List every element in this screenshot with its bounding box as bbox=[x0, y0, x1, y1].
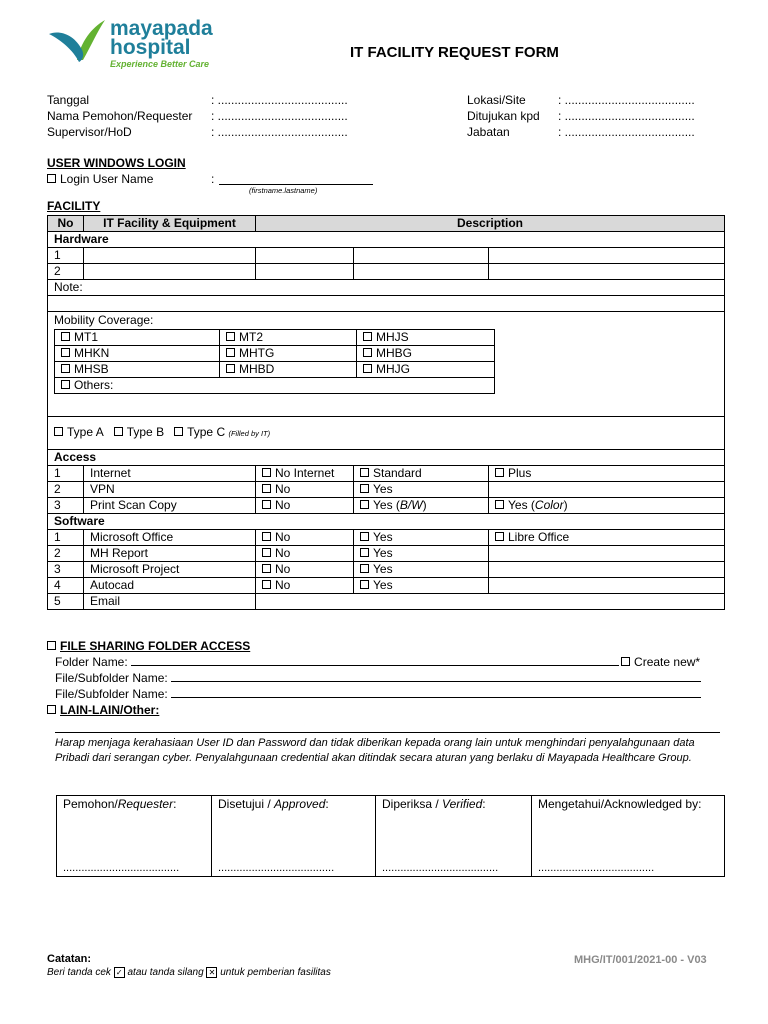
facility-table bbox=[47, 215, 725, 610]
table-row: 1 Microsoft Office No Yes Libre Office bbox=[48, 530, 725, 546]
create-new-checkbox[interactable] bbox=[621, 657, 630, 666]
ditujukan-value[interactable]: : ....................................... bbox=[558, 109, 695, 123]
supervisor-label: Supervisor/HoD bbox=[47, 125, 132, 139]
subfolder-label: File/Subfolder Name: bbox=[55, 671, 168, 685]
logo-tagline: Experience Better Care bbox=[110, 59, 210, 69]
subfolder-input-2[interactable] bbox=[171, 697, 701, 698]
mobility-section bbox=[48, 312, 725, 417]
sig-verified[interactable]: Diperiksa / Verified: ...................................... bbox=[376, 796, 532, 877]
col-no: No bbox=[48, 216, 84, 232]
mobility-label: Mobility Coverage: bbox=[54, 313, 154, 327]
site-mhbg[interactable]: MHBG bbox=[357, 346, 495, 362]
sig-acknowledged[interactable]: Mengetahui/Acknowledged by: ...................................... bbox=[532, 796, 725, 877]
signature-table bbox=[56, 795, 725, 877]
lokasi-value[interactable]: : ....................................... bbox=[558, 93, 695, 107]
catatan-label: Catatan: bbox=[47, 953, 92, 965]
check-box-icon: ✓ bbox=[114, 967, 125, 978]
facility-heading: FACILITY bbox=[47, 199, 101, 213]
supervisor-value[interactable]: : ....................................... bbox=[211, 125, 348, 139]
disclaimer-text: Harap menjaga kerahasiaan User ID dan Password dan tidak diberikan kepada orang lain untuk menghindari penyalahgunaan data Pribadi dari serangan cyber. Penyalahgunaan credential akan ditindak secara aturan yang berlaku di Mayapada Healthcare Group. bbox=[55, 737, 695, 764]
header-right-fields bbox=[467, 93, 695, 141]
site-mt2[interactable]: MT2 bbox=[220, 330, 357, 346]
col-item: IT Facility & Equipment bbox=[84, 216, 256, 232]
folder-name-input[interactable] bbox=[131, 665, 619, 666]
logo-name-line2: hospital bbox=[110, 36, 191, 59]
login-checkbox[interactable] bbox=[47, 174, 56, 183]
create-new-label: Create new* bbox=[634, 655, 701, 669]
type-c-option[interactable]: Type C bbox=[174, 425, 225, 439]
table-row: 2 bbox=[48, 264, 725, 280]
login-user-label: Login User Name bbox=[60, 172, 154, 186]
site-mhjg[interactable]: MHJG bbox=[357, 362, 495, 378]
subfolder-input-1[interactable] bbox=[171, 681, 701, 682]
site-table bbox=[54, 329, 495, 394]
hardware-heading: Hardware bbox=[48, 232, 725, 248]
lokasi-label: Lokasi/Site bbox=[467, 93, 526, 107]
table-row: 2 MH Report No Yes bbox=[48, 546, 725, 562]
folder-name-row bbox=[55, 655, 715, 669]
table-row: 3 Microsoft Project No Yes bbox=[48, 562, 725, 578]
filled-by-it: (Filled by IT) bbox=[228, 429, 271, 438]
table-row: 4 Autocad No Yes bbox=[48, 578, 725, 594]
site-mhbd[interactable]: MHBD bbox=[220, 362, 357, 378]
jabatan-value[interactable]: : ....................................... bbox=[558, 125, 695, 139]
login-user-input[interactable] bbox=[219, 184, 373, 185]
login-hint: (firstname.lastname) bbox=[249, 186, 318, 195]
other-checkbox[interactable] bbox=[47, 705, 56, 714]
site-mt1[interactable]: MT1 bbox=[55, 330, 220, 346]
table-row: 1 bbox=[48, 248, 725, 264]
file-sharing-heading: FILE SHARING FOLDER ACCESS bbox=[47, 639, 250, 653]
folder-name-label: Folder Name: bbox=[55, 655, 128, 669]
leaf-logo-icon bbox=[47, 20, 109, 64]
sig-requester[interactable]: Pemohon/Requester: ...................................... bbox=[57, 796, 212, 877]
subfolder-row-1 bbox=[55, 671, 701, 685]
hospital-logo bbox=[47, 18, 237, 74]
catatan-note: Beri tanda cek ✓ atau tanda silang ✕ untuk pemberian fasilitas bbox=[47, 967, 331, 978]
site-mhkn[interactable]: MHKN bbox=[55, 346, 220, 362]
sig-approved[interactable]: Disetujui / Approved: ...................................... bbox=[212, 796, 376, 877]
type-row bbox=[48, 417, 725, 450]
logo-name-line1: mayapada bbox=[110, 17, 213, 40]
subfolder-label: File/Subfolder Name: bbox=[55, 687, 168, 701]
type-b-option[interactable]: Type B bbox=[114, 425, 164, 439]
table-row: 1 Internet No Internet Standard Plus bbox=[48, 466, 725, 482]
subfolder-row-2 bbox=[55, 687, 701, 701]
ditujukan-label: Ditujukan kpd bbox=[467, 109, 540, 123]
tanggal-label: Tanggal bbox=[47, 93, 90, 107]
windows-login-heading: USER WINDOWS LOGIN bbox=[47, 156, 186, 170]
login-colon: : bbox=[211, 172, 215, 186]
type-a-option[interactable]: Type A bbox=[54, 425, 104, 439]
other-input-line[interactable] bbox=[55, 732, 720, 733]
site-mhtg[interactable]: MHTG bbox=[220, 346, 357, 362]
table-row: 5 Email bbox=[48, 594, 725, 610]
software-heading: Software bbox=[48, 514, 725, 530]
site-mhjs[interactable]: MHJS bbox=[357, 330, 495, 346]
file-sharing-checkbox[interactable] bbox=[47, 641, 56, 650]
site-others[interactable]: Others: bbox=[55, 378, 495, 394]
header-left-fields bbox=[47, 93, 348, 141]
other-heading: LAIN-LAIN/Other: bbox=[47, 703, 159, 717]
tanggal-value[interactable]: : ....................................... bbox=[211, 93, 348, 107]
note-cell[interactable]: Note: bbox=[48, 280, 725, 296]
form-title: IT FACILITY REQUEST FORM bbox=[350, 44, 559, 61]
cross-box-icon: ✕ bbox=[206, 967, 217, 978]
requester-value[interactable]: : ....................................... bbox=[211, 109, 348, 123]
col-description: Description bbox=[256, 216, 725, 232]
site-mhsb[interactable]: MHSB bbox=[55, 362, 220, 378]
login-user-row bbox=[47, 172, 387, 186]
table-row: 2 VPN No Yes bbox=[48, 482, 725, 498]
access-heading: Access bbox=[48, 450, 725, 466]
jabatan-label: Jabatan bbox=[467, 125, 510, 139]
table-row: 3 Print Scan Copy No Yes (B/W) Yes (Color) bbox=[48, 498, 725, 514]
document-code: MHG/IT/001/2021-00 - V03 bbox=[574, 954, 707, 966]
requester-label: Nama Pemohon/Requester bbox=[47, 109, 193, 123]
